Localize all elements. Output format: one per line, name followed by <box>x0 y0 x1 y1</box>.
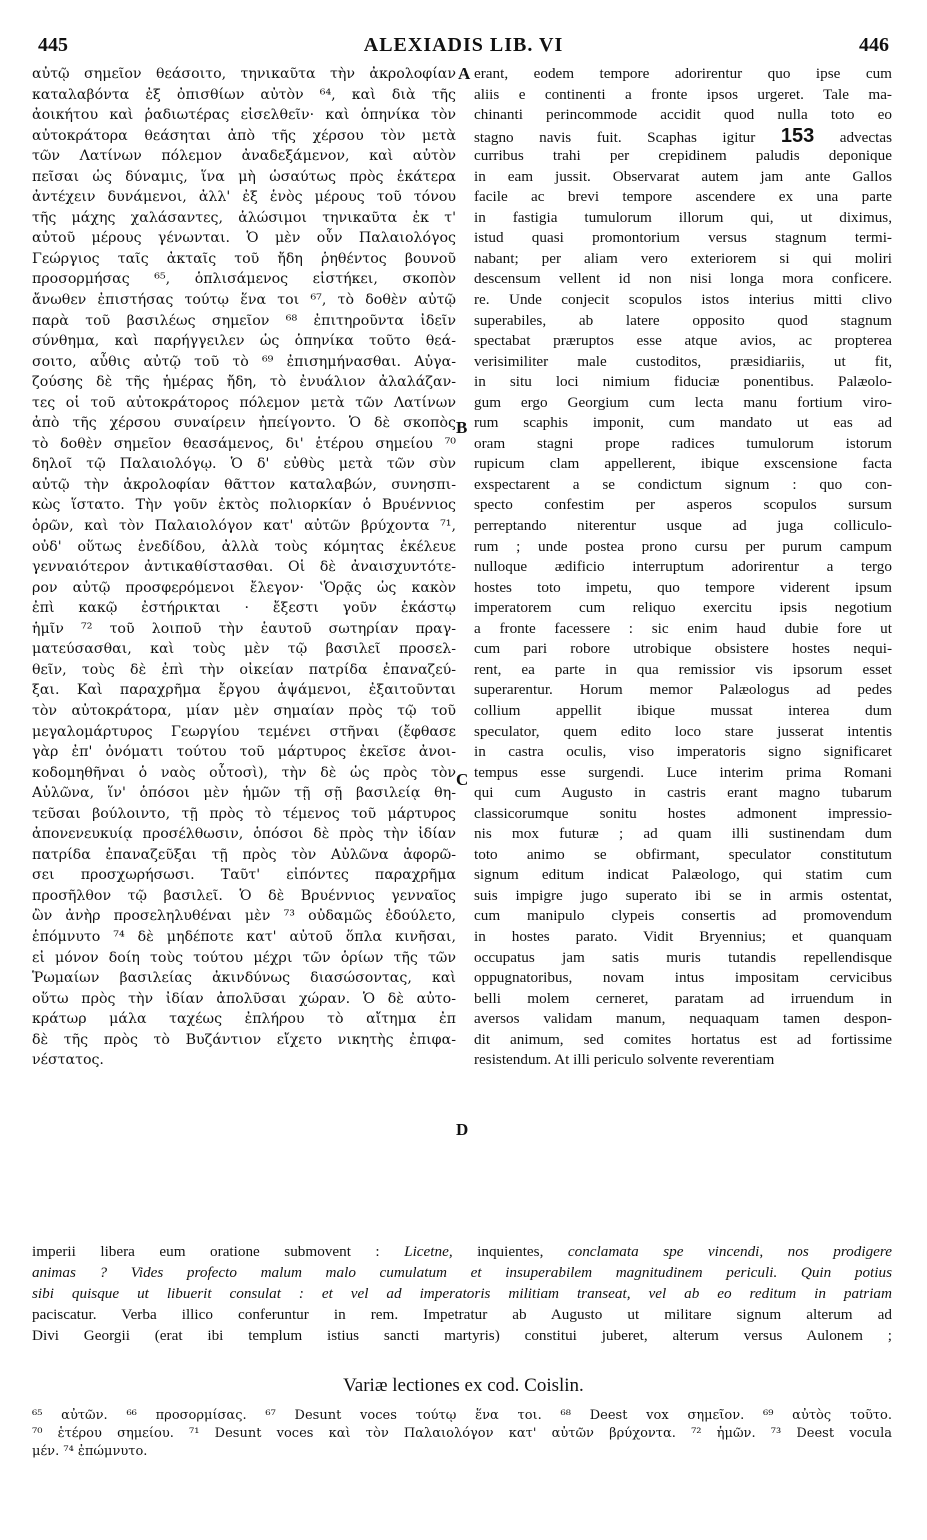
greek-text-line: αὐτοῦ μέρους γένωνται. Ὁ μὲν οὖν Παλαιολόγος <box>32 230 456 247</box>
latin-text-line: resistendum. At illi periculo solvente reverentiam <box>474 1051 775 1069</box>
full-width-text-line: animas ? Vides profecto malum malo cumulatum et insuperabilem magnitudinem periculi. Quin potius <box>32 1264 892 1281</box>
full-width-text-line: paciscatur. Verba illico conferuntur in rem. Impetratur ab Augusto ut militare signum alterum ad <box>32 1306 892 1323</box>
latin-text-line: signum editum indicat Palæologo, qui statim cum <box>474 866 892 884</box>
greek-text-line: ἀντέχειν δυνάμενοι, ἀλλ' ἐξ ἑνὸς μέρους τοῦ τόνου <box>32 189 456 206</box>
greek-text-line: σύνθημα, καὶ παρήγγειλεν ὡς ὁπηνίκα τοῦτο θεά- <box>32 333 456 350</box>
greek-text-line: ἐπὶ κακῷ ἐστήρικται · ἔξεστι γοῦν ἑκάστῳ <box>32 600 456 617</box>
text-segment: imperii libera eum oratione submovent : <box>32 1243 405 1260</box>
running-title: ALEXIADIS LIB. VI <box>363 34 564 56</box>
latin-text-line: aliis e continenti a fronte ipsos urgeret. Tale ma- <box>474 85 892 103</box>
latin-text-line: oppugnatoribus, novam intus impositam cervicibus <box>474 969 892 987</box>
latin-text-line: verisimiliter male custoditos, præsidiariis, ut fit, <box>474 352 892 370</box>
latin-text-line: rum scaphis imponit, cum mandato ut eas ad <box>474 414 892 432</box>
greek-text-line: ξαι. Καὶ παραχρῆμα ἔργου ἁψάμενοι, ἐξαιτοῦνται <box>32 682 456 699</box>
greek-text-line: ματεύσασθαι, καὶ τοὺς μὲν τῷ βασιλεῖ προσελ- <box>32 641 456 658</box>
latin-text-line: suis impigre jugo superato ibi se in armis ostentat, <box>474 886 892 904</box>
greek-text-line: προσορμήσας ⁶⁵, ὁπλισάμενος εἱστήκει, σκοπὸν <box>32 271 456 288</box>
greek-text-line: τεῦσαι βούλοιντο, τῇ πρὸς τὸ τέμενος τοῦ μάρτυρος <box>32 805 456 822</box>
latin-text-line: classicorumque sonitu hostes admonent impressio- <box>474 804 892 822</box>
greek-text-line: αὐτῷ τὴν ἀκρολοφίαν θᾶττον καταλαβών, συνησπι- <box>32 476 456 493</box>
full-width-text-line: sibi quisque ut libuerit consulat : et vel ad imperatoris militiam transeat, vel ab eo reditum in patriam <box>32 1285 892 1302</box>
latin-text-line: superarentur. Horum memor Palæologus ad pedes <box>474 681 892 699</box>
greek-text-line: θεῖν, τοὺς δὲ ἐπὶ τὴν οἰκείαν πατρίδα ἐπαναζεύ- <box>32 661 456 678</box>
latin-column <box>474 64 892 1071</box>
greek-text-line: αὐτοκράτορα θεάσηται ἀπὸ τῆς χέρσου τὸν μετὰ <box>32 127 456 144</box>
greek-text-line: γὰρ ἐπ' ὀνόματι τούτου τοῦ μάρτυρος ἐκεῖσε ἀνοι- <box>32 744 456 761</box>
latin-text-line: nabant; per aliam vero exteriorem si qui moliri <box>474 249 892 267</box>
page-number-left: 445 <box>38 34 68 56</box>
latin-text-line: imperatorem cum reliquo exercitu ipsis negotium <box>474 599 892 617</box>
footnotes <box>32 1407 892 1461</box>
greek-text-line: πατρίδα ἐπαναζεῦξαι τῇ πρὸς τὸν Αὐλῶνα ἀφορῶ- <box>32 846 456 863</box>
greek-text-line: κράτωρ μάλα ταχέως ἐπλήρου τὸ αἴτημα ἐπ <box>32 1011 456 1028</box>
latin-text-line: cum pari robore utrobique obsistere hostes nequi- <box>474 640 892 658</box>
greek-text-line: προσῆλθον τῷ βασιλεῖ. Ὁ δὲ Βρυέννιος γενναῖος <box>32 887 456 904</box>
greek-text-line: Γεώργιος ταῖς ἀκταῖς τοῦ ἤδη ῥηθέντος βουνοῦ <box>32 250 456 267</box>
latin-text-line: collium appellit ibique mussat interea dum <box>474 701 892 719</box>
footnote-line: ⁶⁵ αὐτῶν. ⁶⁶ προσορμίσας. ⁶⁷ Desunt voces τούτῳ ἕνα τοι. ⁶⁸ Deest vox σημεῖον. ⁶⁹ αὐτὸς τοῦτο. <box>32 1408 892 1423</box>
greek-text-line: καταλαβόντα ἐξ ὀπισθίων αὐτὸν ⁶⁴, καὶ διὰ τῆς <box>32 86 456 103</box>
greek-text-line: πεῖσαι ὡς δύναμις, ἵνα μὴ ὡσαύτως πρὸς ἑκάτερα <box>32 168 456 185</box>
latin-text-line: rent, ea parte in qua remissior vis ipsorum esset <box>474 660 892 678</box>
latin-text-line: superabiles, ab latere opposito quod stagnum <box>474 311 892 329</box>
latin-text-line: erant, eodem tempore adorirentur quo ipse cum <box>474 65 892 82</box>
latin-text-line: curribus trahi per crepidinem paludis deponique <box>474 147 892 165</box>
greek-text-line: ἄνωθεν ἐπιστήσας τούτῳ ἕνα τοι ⁶⁷, τὸ δοθὲν αὐτῷ <box>32 292 456 309</box>
greek-text-line: οὐδ' οὕτως ἐνεδίδου, ἀλλὰ τοὺς κόμητας ἐκέλευε <box>32 538 456 555</box>
footnote-line: μέν. ⁷⁴ ἐπώμνυτο. <box>32 1444 148 1459</box>
latin-text-line: perreptando niterentur usque ad juga colliculo- <box>474 517 892 535</box>
latin-text-line: re. Unde conjecit scopulos istos interius mitti clivo <box>474 291 892 309</box>
greek-text-line: τὸν αὐτοκράτορα, μίαν μὲν σημαίαν πρὸς τῷ τοῦ <box>32 702 456 719</box>
section-marker-a: A <box>458 64 471 83</box>
greek-text-line: δηλοῖ τῷ Παλαιολόγῳ. Ὁ δ' εὐθὺς μετὰ τῶν σὺν <box>32 456 456 473</box>
latin-text-line <box>474 126 892 147</box>
greek-text-line: ὢν ἀνὴρ προσεληλυθέναι μὲν ⁷³ οὐδαμῶς ἐδούλετο, <box>32 908 456 925</box>
text-segment: Licetne, <box>404 1243 478 1260</box>
greek-column <box>32 64 456 1071</box>
greek-text-line: ἑπόμνυτο ⁷⁴ δὲ μηδέποτε κατ' αὐτοῦ ὅπλα κινῆσαι, <box>32 928 456 945</box>
variae-lectiones-title: Variæ lectiones ex cod. Coislin. <box>343 1375 584 1396</box>
greek-text-line: Ῥωμαίων βασιλείας ἀκινδύνως διασώσοντας, καὶ <box>32 970 456 987</box>
latin-text-line: occupatus jam satis muris tutandis repellendisque <box>474 948 892 966</box>
latin-text-line: descensum vellent id non nisi longa mora conficere. <box>474 270 892 288</box>
section-marker-d: D <box>456 1120 469 1139</box>
latin-text-line: a fronte facessere : sic enim haud dubie fore ut <box>474 619 892 637</box>
text-segment: conclamata spe vincendi, nos prodigere <box>543 1243 892 1260</box>
latin-text-line: nulloque ædificio interruptum adorirentur a tergo <box>474 558 892 576</box>
section-marker-b: B <box>456 418 468 437</box>
latin-text-segment: advectas <box>814 128 892 146</box>
latin-text-line: hostes toto impetu, quo tempore viderent ipsum <box>474 578 892 596</box>
greek-text-line: νέστατος. <box>32 1052 104 1069</box>
latin-text-line: qui cum Augusto in castris erant magno tubarum <box>474 784 892 802</box>
latin-text-line: in hostes parato. Vidit Bryennius; et quanquam <box>474 927 892 945</box>
latin-text-line: rum ; unde postea prono cursu per purum campum <box>474 537 892 555</box>
full-width-paragraph <box>32 1241 892 1346</box>
greek-text-line: οὕτω πρὸς τὴν ἰδίαν ἀπολῦσαι χώραν. Ὁ δὲ αὐτο- <box>32 990 456 1007</box>
greek-text-line: τὸ δοθὲν σημεῖον θεασάμενος, δι' ἑτέρου σημείου ⁷⁰ <box>32 435 456 452</box>
greek-text-line: ἡμῖν ⁷² τοῦ λοιποῦ τὴν ἑαυτοῦ σωτηρίαν πραγ- <box>32 620 456 637</box>
section-marker-c: C <box>456 770 469 789</box>
greek-text-line: μεγαλομάρτυρος Γεωργίου τεμένει στῆναι (ἔφθασε <box>32 723 456 740</box>
greek-text-line: αὐτῷ σημεῖον θεάσοιτο, τηνικαῦτα τὴν ἀκρολοφίαν <box>32 66 456 82</box>
greek-text-line: τες οἱ τοῦ αὐτοκράτορος πόλεμον μετὰ τῶν Λατίνων <box>32 394 456 411</box>
latin-text-line: oram stagni prope radices tumulorum istorum <box>474 434 892 452</box>
latin-text-line: exspectarent a se condictum signum : quo con- <box>474 475 892 493</box>
running-header <box>38 34 889 60</box>
greek-text-line: κοδομηθῆναι ὁ ναὸς οὗτοσὶ), τὴν δὲ ὡς πρὸς τὸν <box>32 764 456 781</box>
latin-text-line: in situ loci nimium fiduciæ ponentibus. Palæolo- <box>474 373 892 391</box>
footnote-line: ⁷⁰ ἑτέρου σημείου. ⁷¹ Desunt voces καὶ τὸν Παλαιολόγον κατ' αὐτῶν βρύχοντα. ⁷² ἡμῶν. ⁷³ Deest vocula <box>32 1426 892 1441</box>
greek-text-line: τῶν Λατίνων πόλεμον ἀναδεξάμενον, καὶ αὐτὸν <box>32 148 456 165</box>
latin-text-line: toto animo se obfirmant, speculator constitutum <box>474 845 892 863</box>
latin-text-line: speculator, quem edito loco stare jusserat intentis <box>474 722 892 740</box>
full-width-text-line <box>32 1241 892 1262</box>
greek-text-line: τῆς μάχης χαλάσαντες, ἁλώσιμοι τηνικαῦτα ἐκ τ' <box>32 209 456 226</box>
latin-text-line: nis mox futuræ ; ad quam illi sustinendam dum <box>474 825 892 843</box>
marginal-page-number: 153 <box>780 125 815 147</box>
greek-text-line: ἀπὸ τῆς χέρσου συναίρειν ἠπείγοντο. Ὁ δὲ σκοπὸς <box>32 415 456 432</box>
latin-text-line: rupicum clam appellerent, ibique exscensione facta <box>474 455 892 473</box>
greek-text-line: δὲ τῆς πρὸς τὸ Βυζάντιον εἴχετο νικητὴς ἐπιφα- <box>32 1031 456 1048</box>
latin-text-line: aversos validam manum, nequaquam tamen despon- <box>474 1010 892 1028</box>
latin-text-line: facile ac brevi tempore ascendere ex una parte <box>474 188 892 206</box>
full-width-text-line: Divi Georgii (erat ibi templum istius sancti martyris) constitui juberet, alterum versus Aulonem ; <box>32 1327 892 1344</box>
greek-text-line: κὼς ἵστατο. Τὴν γοῦν ἐκτὸς πολιορκίαν ὁ Βρυέννιος <box>32 497 456 514</box>
greek-text-line: σει προσχωρήσωσι. Ταῦτ' εἰπόντες παραχρῆμα <box>32 867 456 884</box>
greek-text-line: ἀπονενευκυίᾳ προσέλθωσιν, ὁπόσοι δὲ πρὸς τὴν ἰδίαν <box>32 826 456 843</box>
text-segment: inquientes, <box>477 1243 544 1260</box>
latin-text-line: spectabat præruptos esse atque avios, ac propterea <box>474 332 892 350</box>
latin-text-line: dit animum, sed comites hortatus est ad fortissime <box>474 1030 892 1048</box>
page-number-right: 446 <box>859 34 889 56</box>
latin-text-line: istud quasi promontorium versus stagnum termi- <box>474 229 892 247</box>
greek-text-line: ρον αὐτῷ προσφερόμενοι ἔλεγον· ‛Ὁρᾷς ὡς κακὸν <box>32 579 456 596</box>
greek-text-line: ὁρῶν, καὶ τὸν Παλαιολόγον κατ' αὐτῶν βρύχοντα ⁷¹, <box>32 518 456 535</box>
greek-text-line: ζούσης δὲ τῆς ἡμέρας ἤδη, τὸ ἐνυάλιον ἀλαλάζαν- <box>32 374 456 391</box>
latin-text-line: in castra oculis, viso imperatoris signo significaret <box>474 743 892 761</box>
greek-text-line: γενναιότερον ἀντικαθίστασθαι. Οἱ δὲ ἀναισχυντότε- <box>32 559 456 576</box>
latin-text-line: gum ergo Georgium cum lecta manu fortium viro- <box>474 393 892 411</box>
latin-text-line: tempus esse surgendi. Luce interim prima Romani <box>474 763 892 781</box>
greek-text-line: παρὰ τοῦ βασιλέως σημεῖον ⁶⁸ ἐπιτηροῦντα ἰδεῖν <box>32 312 456 329</box>
greek-text-line: σοιτο, αὖθις αὐτῷ τοῦ τὸ ⁶⁹ ἐπισημήνασθαι. Αὐγα- <box>32 353 456 370</box>
greek-text-line: ἀοικήτου καὶ ῥαδιωτέρας εἰσελθεῖν· καὶ ὁπηνίκα τὸν <box>32 107 456 124</box>
greek-text-line: Αὐλῶνα, ἵν' ὁπόσοι μὲν ἡμῶν τῇ σῇ βασιλείᾳ θη- <box>32 785 456 802</box>
latin-text-line: chinanti perincommode accidit quod nulla toto eo <box>474 106 892 124</box>
latin-text-line: in eam jussit. Observarat autem jam ante Gallos <box>474 167 892 185</box>
latin-text-line: in fastigia tumulorum illorum qui, ut diximus, <box>474 208 892 226</box>
latin-text-line: specto confestim per asperos scopulos sursum <box>474 496 892 514</box>
latin-text-segment: stagno navis fuit. Scaphas igitur <box>474 128 781 146</box>
greek-text-line: εἰ μόνον δοίη τοὺς τούτου μέχρι τῶν ὁρίων τῆς τῶν <box>32 949 456 966</box>
latin-text-line: belli molem cerneret, paratam ad irruendum in <box>474 989 892 1007</box>
latin-text-line: cum manipulo clypeis consertis ad promovendum <box>474 907 892 925</box>
